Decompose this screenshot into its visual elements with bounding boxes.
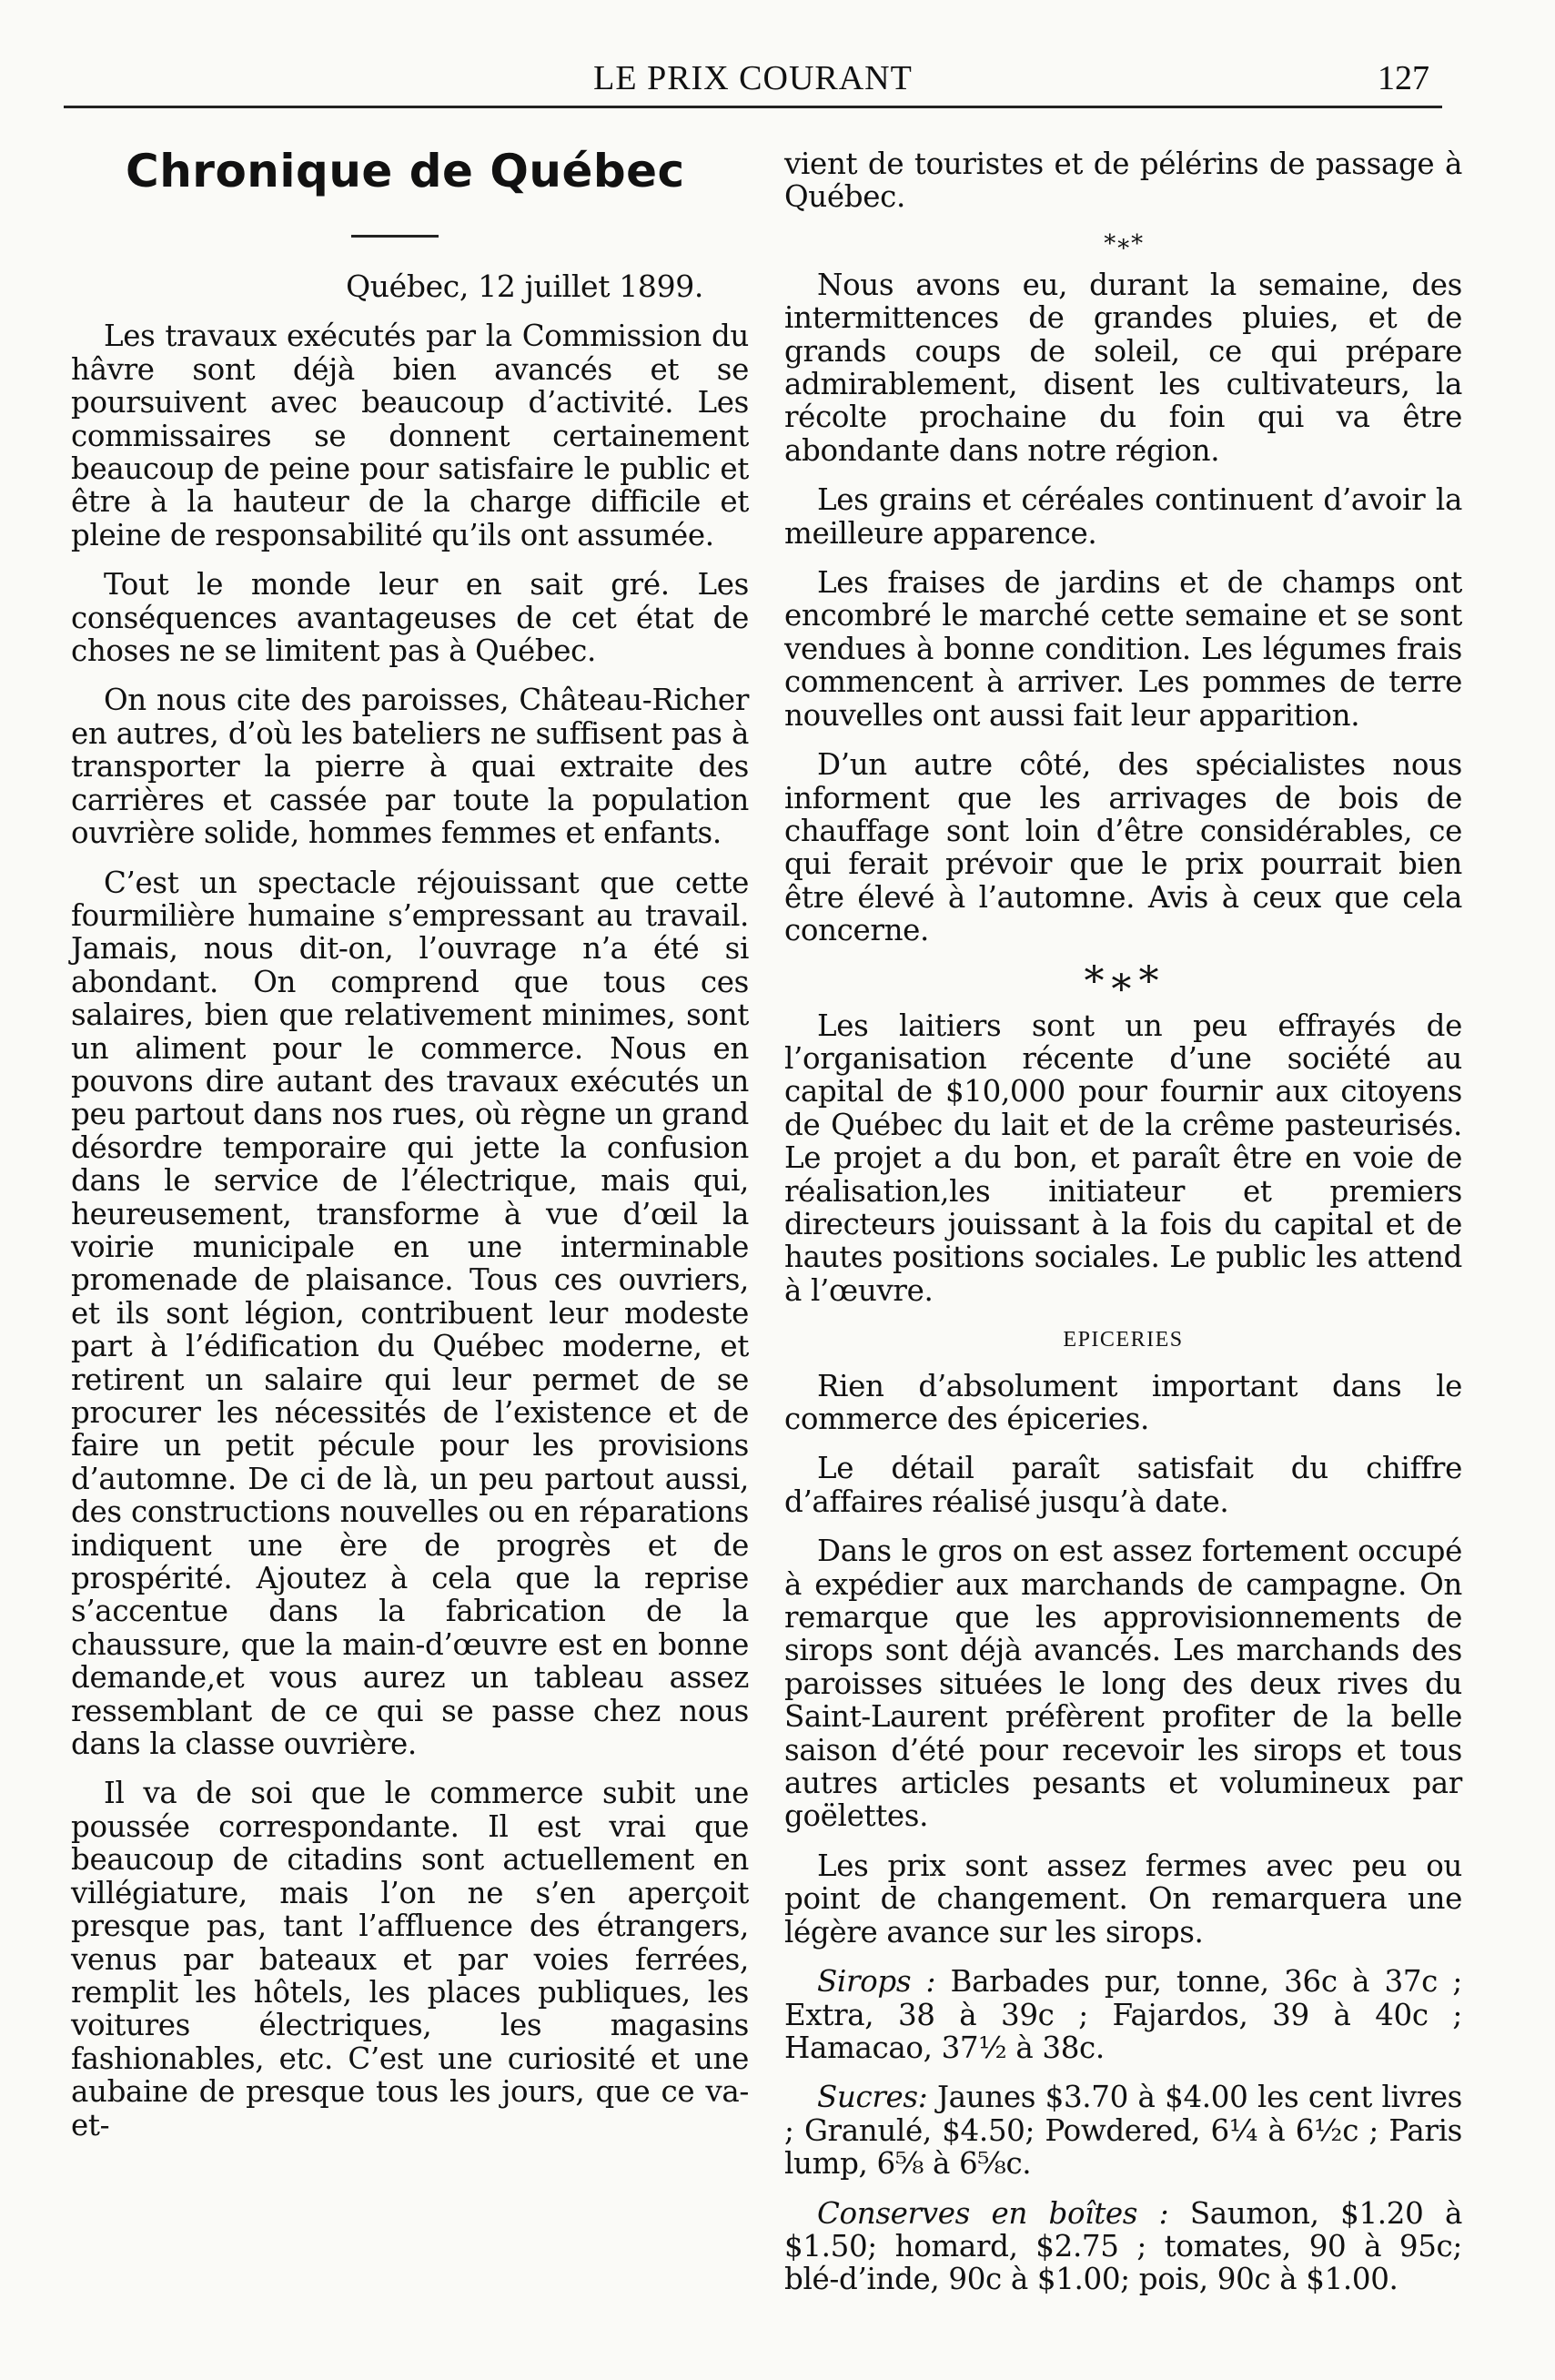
page-header [64, 55, 1442, 108]
paragraph: Rien d’absolument important dans le commerce des épiceries. [784, 1368, 1462, 1436]
section-heading: EPICERIES [1063, 1328, 1184, 1352]
price-text: Jaunes $3.70 à $4.00 les cent livres ; Granulé, $4.50; Powdered, 6¼ à 6½c ; Paris lump, 6⅝ à 6⅝c. [784, 2080, 1462, 2182]
price-entry [784, 2081, 1462, 2180]
asterism-divider: *∗* [1084, 957, 1163, 1005]
journal-title: LE PRIX COURANT [593, 59, 913, 97]
paragraph: Les travaux exécutés par la Commission du hâvre sont déjà bien avancés et se poursuivent avec beaucoup d’activité. Les commissaires se donnent certainement beaucoup de peine pour satisfaire le public et être à la hauteur de la charge difficile et pleine de responsabilité qu’ils ont assumée. [71, 319, 749, 552]
price-label: Sirops : [817, 1964, 936, 2000]
price-text: Barbades pur, tonne, 36c à 37c ; Extra, 38 à 39c ; Fajardos, 39 à 40c ; Hamacao, 37½ à 38c. [784, 1964, 1462, 2065]
page-number: 127 [1378, 59, 1429, 97]
paragraph: Les prix sont assez fermes avec peu ou point de changement. On remarquera une légère avance sur les sirops. [784, 1848, 1462, 1950]
price-label: Sucres: [817, 2080, 928, 2115]
paragraph: Nous avons eu, durant la semaine, des intermittences de grandes pluies, et de grands coups de soleil, ce qui prépare admirablement, disent les cultivateurs, la récolte prochaine du foin qui va être abondante dans notre région. [784, 267, 1462, 468]
price-text: Saumon, $1.20 à $1.50; homard, $2.75 ; tomates, 90 à 95c; blé-d’inde, 90c à $1.00; pois, 90c à $1.00. [784, 2195, 1462, 2297]
paragraph: Les laitiers sont un peu effrayés de l’organisation récente d’une société au capital de $10,000 pour fournir aux citoyens de Québec du lait et de la crême pasteurisés. Le projet a du bon, et paraît être en voie de réalisation,les initiateur et premiers directeurs jouissant à la fois du capital et de hautes positions sociales. Le public les attend à l’œuvre. [784, 1008, 1462, 1308]
paragraph: Il va de soi que le commerce subit une poussée correspondante. Il est vrai que beaucoup de citadins sont actuellement en villégiature, mais l’on ne s’en aperçoit presque pas, tant l’affluence des étrangers, venus par bateaux et par voies ferrées, remplit les hôtels, les places publiques, les voitures électriques, les magasins fashionables, etc. C’est une curiosité et une aubaine de presque tous les jours, que ce va-et- [71, 1776, 749, 2142]
article-title: Chronique de Québec [126, 145, 685, 197]
paragraph: Les grains et céréales continuent d’avoir la meilleure apparence. [784, 482, 1462, 551]
paragraph: Tout le monde leur en sait gré. Les conséquences avantageuses de cet état de choses ne se limitent pas à Québec. [71, 567, 749, 669]
paragraph-continued: vient de touristes et de pélérins de passage à Québec. [784, 147, 1462, 215]
price-label: Conserves en boîtes : [817, 2195, 1169, 2231]
price-entry [784, 2197, 1462, 2296]
paragraph: Les fraises de jardins et de champs ont encombré le marché cette semaine et se sont vendues à bonne condition. Les légumes frais commencent à arriver. Les pommes de terre nouvelles ont aussi fait leur apparition. [784, 565, 1462, 733]
price-entry [784, 1965, 1462, 2064]
right-column [784, 147, 1462, 2313]
asterism-divider: *∗* [1104, 229, 1143, 258]
left-column [71, 127, 749, 2158]
paragraph: On nous cite des paroisses, Château-Richer en autres, d’où les bateliers ne suffisent pas à transporter la pierre à quai extraite des carrières et cassée par toute la population ouvrière solide, hommes femmes et enfants. [71, 683, 749, 851]
paragraph: Le détail paraît satisfait du chiffre d’affaires réalisé jusqu’à date. [784, 1451, 1462, 1519]
paragraph: D’un autre côté, des spécialistes nous informent que les arrivages de bois de chauffage sont loin d’être considérables, ce qui ferait prévoir que le prix pourrait bien être élevé à l’automne. Avis à ceux que cela concerne. [784, 747, 1462, 948]
paragraph: C’est un spectacle réjouissant que cette fourmilière humaine s’empressant au travail. Jamais, nous dit-on, l’ouvrage n’a été si abondant. On comprend que tous ces salaires, bien que relativement minimes, sont un aliment pour le commerce. Nous en pouvons dire autant des travaux exécutés un peu partout dans nos rues, où règne un grand désordre temporaire qui jette la confusion dans le service de l’électrique, mais qui, heureusement, transforme à vue d’œil la voirie municipale en une interminable promenade de plaisance. Tous ces ouvriers, et ils sont légion, contribuent leur modeste part à l’édification du Québec moderne, et retirent un salaire qui leur permet de se procurer les nécessités de l’existence et de faire un petit pécule pour les provisions d’automne. De ci de là, un peu partout aussi, des constructions nouvelles ou en réparations indiquent une ère de progrès et de prospérité. Ajoutez à cela que la reprise s’accentue dans la fabrication de la chaussure, que la main-d’œuvre est en bonne demande,et vous aurez un tableau assez ressemblant de ce qui se passe chez nous dans la classe ouvrière. [71, 865, 749, 1762]
title-rule [351, 235, 439, 238]
dateline: Québec, 12 juillet 1899. [346, 268, 703, 304]
paragraph: Dans le gros on est assez fortement occupé à expédier aux marchands de campagne. On remarque que les approvisionnements de sirops sont déjà avancés. Les marchands des paroisses situées le long des deux rives du Saint-Laurent préfèrent profiter de la belle saison d’été pour recevoir les sirops et tous autres articles pesants et volumineux par goëlettes. [784, 1534, 1462, 1834]
